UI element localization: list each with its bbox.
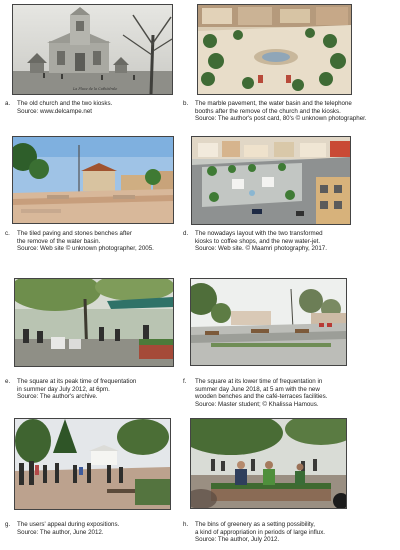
photo-b-image — [198, 5, 351, 94]
caption-c-label: c. — [5, 230, 10, 237]
caption-c-line-2: the remove of the water basin. — [17, 237, 101, 245]
caption-g — [5, 521, 210, 536]
caption-g-line-2: Source: The author, June 2012. — [17, 528, 104, 536]
caption-a-line-1: The old church and the two kiosks. — [17, 100, 113, 107]
photo-a-image — [13, 5, 172, 94]
photo-c-tiled-paving — [12, 136, 174, 224]
photo-h-image — [191, 419, 346, 508]
caption-f-line-1: The square at its lower time of frequentation in — [195, 378, 323, 385]
caption-h — [183, 521, 388, 544]
caption-d — [183, 230, 388, 253]
caption-d-line-2: kiosks to coffee shops, and the new water-jet. — [195, 237, 321, 245]
photo-f-image — [191, 279, 346, 365]
caption-f-label: f. — [183, 378, 187, 385]
caption-f — [183, 378, 388, 408]
caption-a-label: a. — [5, 100, 11, 107]
photo-d-image — [192, 137, 350, 224]
caption-f-line-3: wooden benches and the café-terraces facilities. — [195, 393, 328, 401]
photo-d-nowadays-layout — [191, 136, 351, 225]
caption-d-line-1: The nowadays layout with the two transformed — [195, 230, 323, 237]
caption-e — [5, 378, 210, 401]
photo-b-marble-pavement — [197, 4, 352, 95]
caption-e-line-2: in summer day July 2012, at 6pm. — [17, 385, 110, 393]
photo-a-postcard-caption: La Place de la Cathédrale — [73, 87, 118, 91]
photo-e-image — [15, 279, 173, 366]
caption-c — [5, 230, 210, 253]
caption-b-line-1: The marble pavement, the water basin and the telephone — [195, 100, 352, 107]
caption-h-line-2: a kind of appropriation in periods of large influx. — [195, 528, 326, 536]
caption-b-line-2: booths after the remove of the church and the kiosks. — [195, 107, 341, 115]
caption-d-label: d. — [183, 230, 189, 237]
caption-d-line-3: Source: Web site. © Maamri photography, 2017. — [195, 245, 327, 253]
caption-e-line-3: Source: The author's archive. — [17, 393, 98, 401]
photo-g-expositions — [14, 418, 171, 510]
caption-a-line-2: Source: www.delcampe.net — [17, 107, 92, 115]
photo-f-lower-frequentation — [190, 278, 347, 366]
caption-e-label: e. — [5, 378, 11, 385]
photo-a-old-church — [12, 4, 173, 95]
caption-h-line-3: Source: The author, July 2012. — [195, 536, 280, 544]
photo-e-peak-frequentation — [14, 278, 174, 367]
caption-c-line-1: The tiled paving and stones benches after — [17, 230, 132, 237]
caption-b-line-3: Source: The author's post card, 80's © unknown photographer. — [195, 115, 367, 123]
caption-b-label: b. — [183, 100, 189, 107]
photo-g-image — [15, 419, 170, 509]
photo-c-image — [13, 137, 173, 223]
caption-f-line-4: Source: Master student; © Khalissa Hamous. — [195, 400, 319, 408]
caption-f-line-2: summer day June 2018, at 5 am with the new — [195, 385, 320, 393]
caption-c-line-3: Source: Web site © unknown photographer, 2005. — [17, 245, 154, 253]
photo-h-greenery-bins — [190, 418, 347, 509]
caption-g-label: g. — [5, 521, 11, 528]
caption-b — [183, 100, 388, 123]
caption-a — [5, 100, 210, 115]
caption-h-line-1: The bins of greenery as a setting possibility, — [195, 521, 315, 528]
caption-e-line-1: The square at its peak time of frequentation — [17, 378, 137, 385]
caption-g-line-1: The users' appeal during expositions. — [17, 521, 120, 528]
caption-h-label: h. — [183, 521, 189, 528]
